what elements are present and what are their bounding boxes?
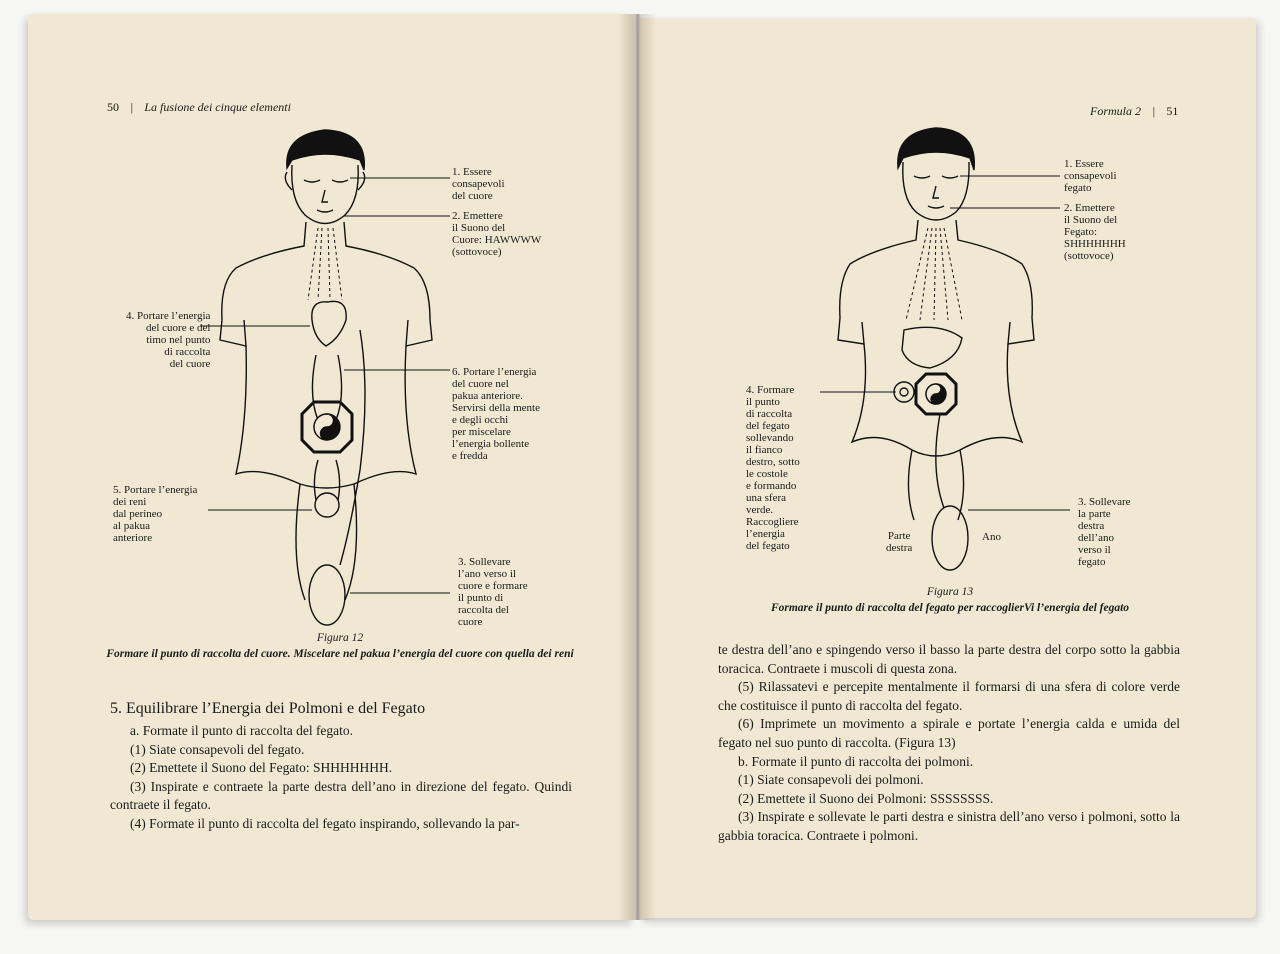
left-running-title: La fusione dei cinque elementi	[144, 100, 291, 114]
label-2-right: 2. Emettere il Suono del Fegato: SHHHHHHH (sottovoce)	[1064, 202, 1126, 262]
right-page-number: 51	[1166, 104, 1179, 118]
right-paragraph: te destra dell’ano e spingendo verso il basso la parte destra del corpo sotto la gabbia toracica. Contraete i muscoli di questa zona.	[718, 642, 1180, 676]
label-6-left: 6. Portare l’energia del cuore nel pakua anteriore. Servirsi della mente e degli occhi per miscelare l’energia bollente e fredda	[452, 366, 540, 462]
label-ano: Ano	[982, 531, 1001, 543]
label-5-left: 5. Portare l’energia dei reni dal perineo al pakua anteriore	[113, 484, 198, 544]
right-page-header: Formula 2 | 51	[1090, 104, 1179, 118]
figure-13-title: Figura 13	[926, 586, 974, 598]
right-paragraph: (3) Inspirate e sollevate le parti destra e sinistra dell’ano verso i polmoni, sotto la gabbia toracica. Contraete i polmoni.	[718, 809, 1180, 843]
right-body-text	[718, 641, 1180, 846]
figure-12-text: Formare il punto di raccolta del cuore. Miscelare nel pakua l’energia del cuore con quella dei reni	[106, 648, 574, 660]
figure-13-text: Formare il punto di raccolta del fegato per raccoglierVi l’energia del fegato	[770, 602, 1130, 614]
label-4-right: 4. Formare il punto di raccolta del fegato sollevando il fianco destro, sotto le costole e formando una sfera verde. Raccogliere l’energia del fegato	[746, 384, 800, 552]
label-4-left: 4. Portare l’energia del cuore e del timo nel punto di raccolta del cuore	[126, 310, 211, 370]
label-parte-destra: Parte destra	[886, 530, 913, 554]
right-running-title: Formula 2	[1090, 104, 1141, 118]
right-paragraph: (6) Imprimete un movimento a spirale e portate l’energia calda e umida del fegato nel suo punto di raccolta. (Figura 13)	[718, 716, 1180, 750]
label-1-right: 1. Essere consapevoli fegato	[1064, 158, 1117, 194]
label-3-left: 3. Sollevare l’ano verso il cuore e formare il punto di raccolta del cuore	[458, 556, 528, 628]
right-paragraph: (1) Siate consapevoli dei polmoni.	[738, 772, 924, 788]
left-paragraph: (1) Siate consapevoli del fegato.	[130, 741, 305, 757]
left-page-number: 50	[107, 100, 119, 114]
right-paragraph: (2) Emettete il Suono dei Polmoni: SSSSSSSS.	[738, 790, 994, 806]
left-page-header: 50 | La fusione dei cinque elementi	[107, 100, 291, 114]
left-body-text	[110, 722, 572, 834]
left-paragraph: (2) Emettete il Suono del Fegato: SHHHHHHH.	[130, 760, 393, 776]
liver-organ-icon	[902, 327, 962, 368]
figure-13-caption	[720, 584, 1180, 616]
right-paragraph: (5) Rilassatevi e percepite mentalmente il formarsi di una sfera di colore verde che costituisce il punto di raccolta del fegato.	[718, 679, 1180, 713]
left-paragraph: (3) Inspirate e contraete la parte destra dell’ano in direzione del fegato. Quindi contraete il fegato.	[110, 778, 572, 813]
label-2-left: 2. Emettere il Suono del Cuore: HAWWWW (sottovoce)	[452, 210, 542, 258]
right-paragraph: b. Formate il punto di raccolta dei polmoni.	[738, 753, 974, 769]
left-paragraph: a. Formate il punto di raccolta del fegato.	[130, 723, 354, 738]
left-paragraph: (4) Formate il punto di raccolta del fegato inspirando, sollevando la par-	[130, 815, 520, 831]
label-1-left: 1. Essere consapevoli del cuore	[452, 166, 505, 202]
label-3-right: 3. Sollevare la parte destra dell’ano verso il fegato	[1078, 496, 1131, 568]
section-heading: 5. Equilibrare l’Energia dei Polmoni e del Fegato	[110, 700, 426, 717]
figure-12-title: Figura 12	[316, 632, 364, 644]
